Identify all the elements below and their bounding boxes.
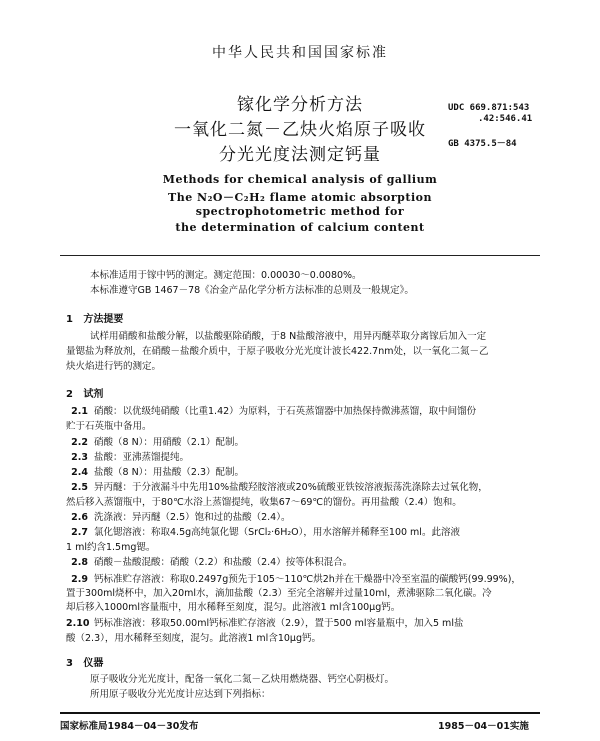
reagent-item-continued: 然后移入蒸馏瓶中，于80℃水浴上蒸馏提纯，收集67～69℃的馏份。再用盐酸（2.4）饱和。	[66, 497, 462, 508]
item-text: 硝酸（8 N）：用硝酸（2.1）配制。	[94, 437, 245, 448]
reagent-item-continued: 置于300ml烧杯中，加入20ml水，滴加盐酸（2.3）至完全溶解并过量10ml，煮沸驱除二氧化碳。冷	[66, 588, 492, 599]
item-text: 氯化锶溶液：称取4.5g高纯氯化锶（SrCl₂·6H₂O），用水溶解并稀释至100 ml。此溶液	[94, 527, 460, 538]
scope-statement: 本标准适用于镓中钙的测定。测定范围：0.00030～0.0080%。	[90, 270, 362, 281]
implementation-date: 1985－04－01实施	[438, 721, 529, 732]
title-en-line-4: the determination of calcium content	[175, 221, 425, 234]
title-cn-line-1: 镓化学分析方法	[237, 95, 363, 115]
compliance-statement: 本标准遵守GB 1467－78《冶金产品化学分析方法标准的总则及一般规定》。	[90, 285, 414, 296]
item-text: 洗涤液：异丙醚（2.5）饱和过的盐酸（2.4）。	[94, 512, 291, 523]
reagent-item	[66, 573, 521, 586]
item-number: 2.1	[71, 406, 88, 417]
item-text: 硝酸－盐酸混酸：硝酸（2.2）和盐酸（2.4）按等体积混合。	[94, 557, 353, 568]
section-3-line-1: 原子吸收分光光度计，配备一氧化二氮－乙炔用燃烧器、钙空心阴极灯。	[90, 674, 395, 685]
title-en-line-2: The N₂O－C₂H₂ flame atomic absorption	[168, 191, 432, 204]
section-title: 仪器	[83, 658, 104, 669]
title-cn-line-3: 分光光度法测定钙量	[219, 145, 381, 165]
section-1-line-2: 量锶盐为释放剂，在硝酸－盐酸介质中，于原子吸收分光光度计波长422.7nm处，以一氧化二氮－乙	[66, 346, 489, 357]
issue-date: 国家标准局1984－04－30发布	[60, 721, 199, 732]
reagent-item	[66, 511, 290, 524]
reagent-item-continued: 贮于石英瓶中备用。	[66, 421, 152, 432]
reagent-item	[66, 405, 476, 418]
udc-code-continued: .42:546.41	[478, 114, 533, 124]
udc-code: UDC 669.871:543	[448, 103, 530, 113]
item-text: 钙标准贮存溶液：称取0.2497g预先于105～110℃烘2h并在干燥器中冷至室温的碳酸钙(99.99%)，	[94, 574, 521, 585]
title-en-line-1: Methods for chemical analysis of gallium	[162, 173, 438, 186]
item-number: 2.8	[71, 557, 88, 568]
footer-divider	[60, 712, 540, 714]
section-1-line-1: 试样用硝酸和盐酸分解，以盐酸驱除硝酸，于8 N盐酸溶液中，用异丙醚萃取分离镓后加入一定	[90, 331, 487, 342]
reagent-item	[66, 466, 244, 479]
reagent-item-continued: 却后移入1000ml容量瓶中，用水稀释至刻度，混匀。此溶液1 ml含100μg钙。	[66, 602, 401, 613]
item-number: 2.7	[71, 527, 88, 538]
section-title: 试剂	[83, 389, 104, 400]
item-number: 2.5	[71, 482, 88, 493]
item-text: 钙标准溶液：移取50.00ml钙标准贮存溶液（2.9），置于500 ml容量瓶中，加入5 ml盐	[94, 618, 464, 629]
item-number: 2.3	[71, 452, 88, 463]
section-2-heading	[66, 385, 103, 400]
item-text: 盐酸：亚沸蒸馏提纯。	[94, 452, 190, 463]
reagent-item	[66, 481, 488, 494]
reagent-item-continued: 酸（2.3），用水稀释至刻度，混匀。此溶液1 ml含10μg钙。	[66, 633, 321, 644]
reagent-item	[66, 526, 460, 539]
item-text: 盐酸（8 N）：用盐酸（2.3）配制。	[94, 467, 245, 478]
reagent-item-continued: 1 ml约含1.5mg锶。	[66, 542, 156, 553]
item-number: 2.2	[71, 437, 88, 448]
section-number: 2	[66, 389, 73, 400]
section-1-heading	[66, 310, 123, 325]
reagent-item	[66, 451, 189, 464]
section-3-heading	[66, 654, 103, 669]
item-text: 异丙醚：于分液漏斗中先用10%盐酸羟胺溶液或20%硫酸亚铁铵溶液振荡洗涤除去过氧化物，	[94, 482, 488, 493]
section-number: 1	[66, 314, 73, 325]
item-number: 2.4	[71, 467, 88, 478]
header-divider	[60, 255, 540, 256]
reagent-item	[66, 617, 463, 630]
national-standard-heading: 中华人民共和国国家标准	[212, 45, 388, 61]
item-number: 2.9	[71, 574, 88, 585]
reagent-item	[66, 556, 352, 569]
item-text: 硝酸：以优级纯硝酸（比重1.42）为原料，于石英蒸馏器中加热保持微沸蒸馏，取中间馏份	[94, 406, 477, 417]
section-3-line-2: 所用原子吸收分光光度计应达到下列指标：	[90, 689, 271, 700]
item-number: 2.10	[66, 618, 90, 629]
section-number: 3	[66, 658, 73, 669]
item-number: 2.6	[71, 512, 88, 523]
title-en-line-3: spectrophotometric method for	[195, 205, 405, 218]
gb-number: GB 4375.5－84	[448, 139, 517, 149]
title-cn-line-2: 一氧化二氮－乙炔火焰原子吸收	[174, 120, 426, 140]
reagent-item	[66, 436, 244, 449]
section-1-line-3: 炔火焰进行钙的测定。	[66, 361, 162, 372]
section-title: 方法提要	[83, 314, 124, 325]
